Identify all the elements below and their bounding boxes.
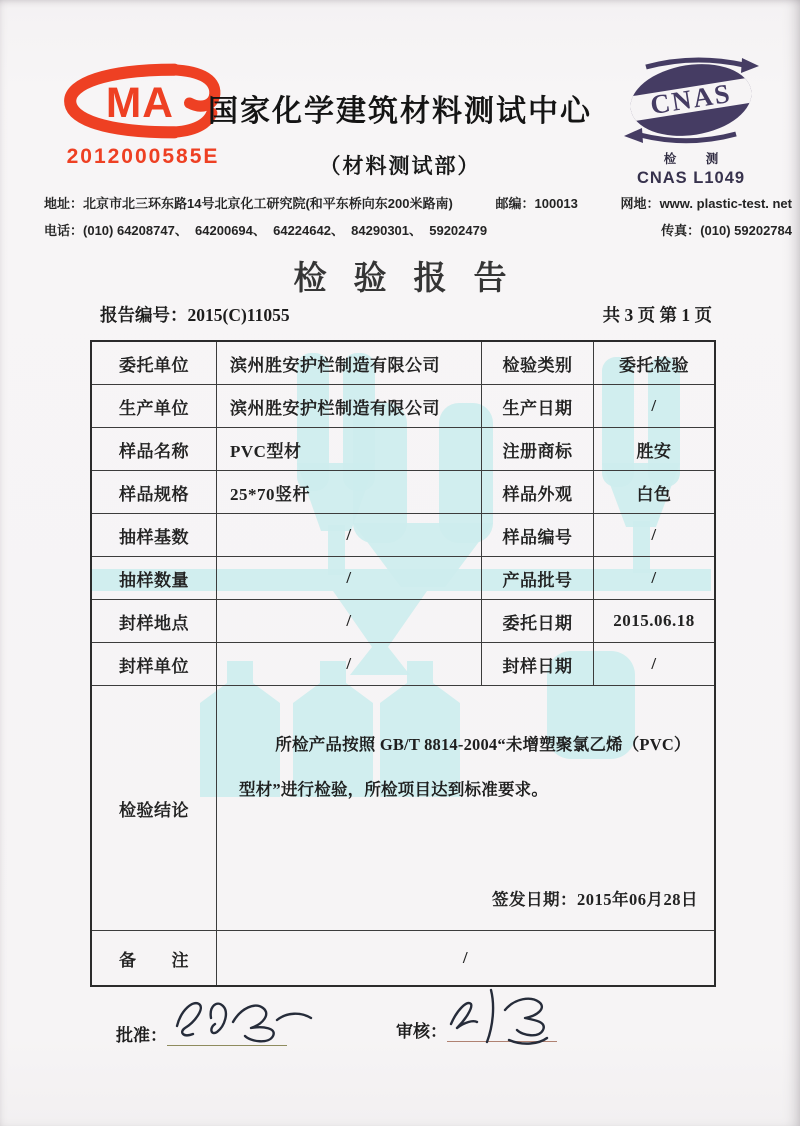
- value-production-date: /: [594, 385, 714, 428]
- report-meta: [90, 302, 712, 327]
- zip-code: 邮编：100013: [495, 196, 578, 211]
- label-sealing-place: 封样地点: [92, 600, 217, 643]
- report-number: 报告编号：2015(C)11055: [100, 305, 290, 325]
- label-producer-unit: 生产单位: [92, 385, 217, 428]
- fax: 传真：(010) 59202784: [661, 223, 792, 238]
- label-remark: 备 注: [92, 931, 217, 985]
- document-title: 检验报告: [293, 261, 534, 297]
- value-registered-trademark: 胜安: [594, 428, 714, 471]
- value-sample-name: PVC型材: [217, 428, 482, 471]
- org-subtitle: （材料测试部）: [319, 154, 481, 178]
- review-signature-line: [447, 1014, 557, 1042]
- contact-line-1: [44, 190, 792, 217]
- value-sample-appearance: 白色: [594, 471, 714, 514]
- org-header: [185, 86, 615, 180]
- label-sample-spec: 样品规格: [92, 471, 217, 514]
- issue-date: 签发日期：2015年06月28日: [492, 890, 698, 909]
- page-info: 共 3 页 第 1 页: [602, 305, 712, 325]
- label-registered-trademark: 注册商标: [482, 428, 594, 471]
- label-client-unit: 委托单位: [92, 342, 217, 385]
- signoff-area: [0, 1000, 800, 1100]
- cma-cert-number: 2012000585E: [66, 145, 220, 168]
- website: 网地：www. plastic-test. net: [620, 196, 792, 211]
- label-sealing-date: 封样日期: [482, 643, 594, 686]
- value-commission-date: 2015.06.18: [594, 600, 714, 643]
- value-remark: /: [462, 948, 469, 967]
- address: 地址：北京市北三环东路14号北京化工研究院(和平东桥向东200米路南): [44, 196, 453, 211]
- review-label: 审核：: [396, 1022, 447, 1041]
- label-sealing-unit: 封样单位: [92, 643, 217, 686]
- label-production-date: 生产日期: [482, 385, 594, 428]
- value-sealing-place: /: [217, 600, 482, 643]
- cnas-mark-icon: [615, 54, 767, 148]
- label-test-category: 检验类别: [482, 342, 594, 385]
- value-sample-spec: 25*70竖杆: [217, 471, 482, 514]
- label-sample-appearance: 样品外观: [482, 471, 594, 514]
- value-sealing-unit: /: [217, 643, 482, 686]
- approve-signature-line: [167, 1018, 287, 1046]
- contact-block: [44, 190, 792, 244]
- contact-line-2: [44, 217, 792, 244]
- value-sampling-quantity: /: [217, 557, 482, 600]
- approve-signature: [159, 992, 331, 1054]
- value-product-batch: /: [594, 557, 714, 600]
- label-commission-date: 委托日期: [482, 600, 594, 643]
- cnas-logo: [602, 54, 780, 188]
- report-table: [90, 340, 716, 987]
- label-test-conclusion: 检验结论: [92, 686, 217, 931]
- label-product-batch: 产品批号: [482, 557, 594, 600]
- cnas-letters: CNAS: [648, 77, 734, 121]
- org-title: 国家化学建筑材料测试中心: [208, 95, 592, 128]
- approve-label: 批准：: [116, 1026, 167, 1045]
- value-client-unit: 滨州胜安护栏制造有限公司: [217, 342, 482, 385]
- review-signature: [439, 984, 589, 1050]
- label-sample-number: 样品编号: [482, 514, 594, 557]
- review-group: [396, 1014, 557, 1042]
- cnas-accreditation-number: CNAS L1049: [636, 169, 746, 187]
- value-test-category: 委托检验: [594, 342, 714, 385]
- value-test-conclusion: [217, 686, 714, 931]
- approve-group: [116, 1018, 287, 1046]
- label-sample-name: 样品名称: [92, 428, 217, 471]
- conclusion-text: 所检产品按照 GB/T 8814-2004“未增塑聚氯乙烯（PVC）型材”进行检验，所检项目达到标准要求。: [239, 735, 683, 799]
- cnas-tag: 检 测: [663, 152, 732, 166]
- value-sealing-date: /: [594, 643, 714, 686]
- value-sampling-base: /: [217, 514, 482, 557]
- telephone: 电话：(010) 64208747、 64200694、 64224642、 84290301、 59202479: [44, 223, 488, 238]
- cma-letters: MA: [105, 80, 175, 128]
- label-sampling-base: 抽样基数: [92, 514, 217, 557]
- value-sample-number: /: [594, 514, 714, 557]
- label-sampling-quantity: 抽样数量: [92, 557, 217, 600]
- value-producer-unit: 滨州胜安护栏制造有限公司: [217, 385, 482, 428]
